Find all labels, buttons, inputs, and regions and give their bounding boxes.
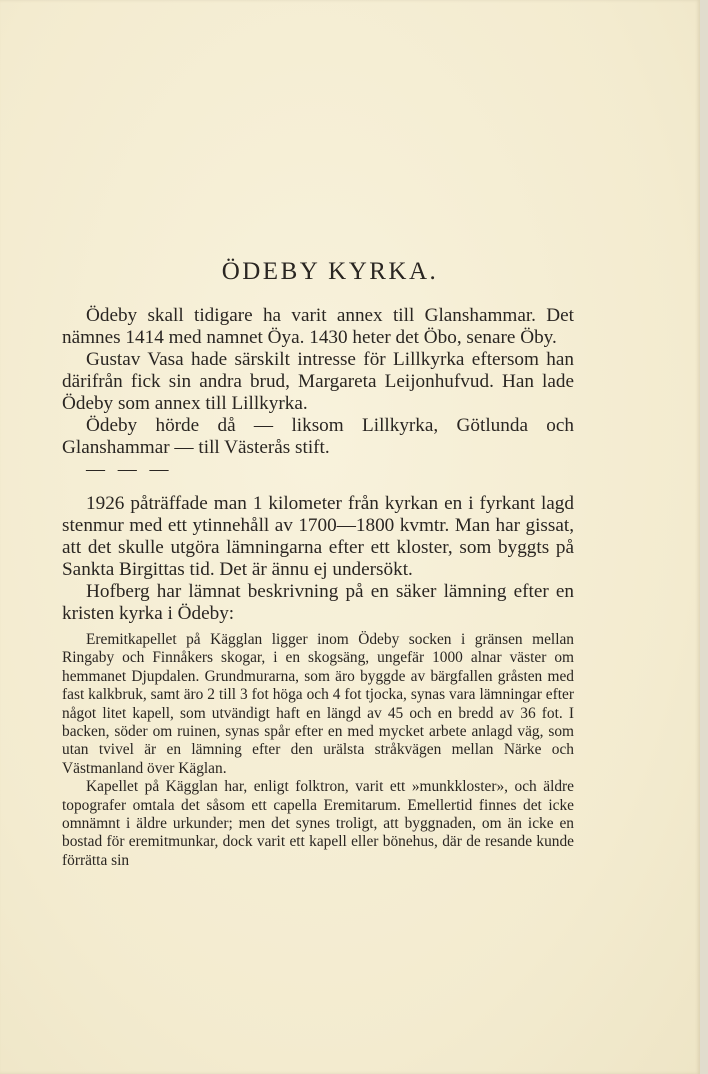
paragraph: Ödeby skall tidigare ha varit annex till Glanshammar. Det nämnes 1414 med namnet Öya. 1430 heter det Öbo, senare Öby. — [62, 305, 574, 348]
page-body — [62, 305, 574, 870]
quote-paragraph: Eremitkapellet på Kägglan ligger inom Ödeby socken i gränsen mellan Ringaby och Finnåkers skogar, i en skogsäng, ungefär 1000 alnar väster om hemmanet Djupdalen. Grundmurarna, som äro byggde av bärgfallen gråsten med fast kalkbruk, samt äro 2 till 3 fot höga och 4 fot tjocka, synas vara lämningar efter något litet kapell, som utvändigt haft en längd av 45 och en bredd av 36 fot. I backen, söder om ruinen, synas spår efter en med mycket arbete anlagd väg, som utan tvivel är en lämning efter den urälsta stråkvägen mellan Närke och Västmanland över Käglan. — [62, 631, 574, 777]
paragraph: Hofberg har lämnat beskrivning på en säker lämning efter en kristen kyrka i Ödeby: — [62, 581, 574, 624]
paragraph: Ödeby hörde då — liksom Lillkyrka, Götlunda och Glanshammar — till Västerås stift. — [62, 415, 574, 458]
finding-section — [62, 493, 574, 625]
section-separator: — — — — [86, 459, 173, 480]
paragraph: 1926 påträffade man 1 kilometer från kyrkan en i fyrkant lagd stenmur med ett ytinnehåll av 1700—1800 kvmtr. Man har gissat, att det skulle utgöra lämningarna efter ett kloster, som byggts på Sankta Birgittas tid. Det är ännu ej undersökt. — [62, 493, 574, 580]
page-title — [0, 258, 640, 286]
intro-section — [62, 305, 574, 459]
paragraph: Gustav Vasa hade särskilt intresse för Lillkyrka eftersom han därifrån fick sin andra brud, Margareta Leijonhufvud. Han lade Ödeby som annex till Lillkyrka. — [62, 349, 574, 414]
quote-paragraph: Kapellet på Kägglan har, enligt folktron, varit ett »munkkloster», och äldre topografer omtala det såsom ett capella Eremitarum. Emellertid finnes det icke omnämnt i äldre urkunder; men det synes troligt, att byggnaden, om än icke en bostad för eremitmunkar, dock varit ett kapell eller bönehus, där de resande kunde förrätta sin — [62, 778, 574, 869]
page-edge — [700, 0, 708, 1074]
quoted-description — [62, 631, 574, 870]
page-title-text: ÖDEBY KYRKA. — [221, 258, 439, 285]
